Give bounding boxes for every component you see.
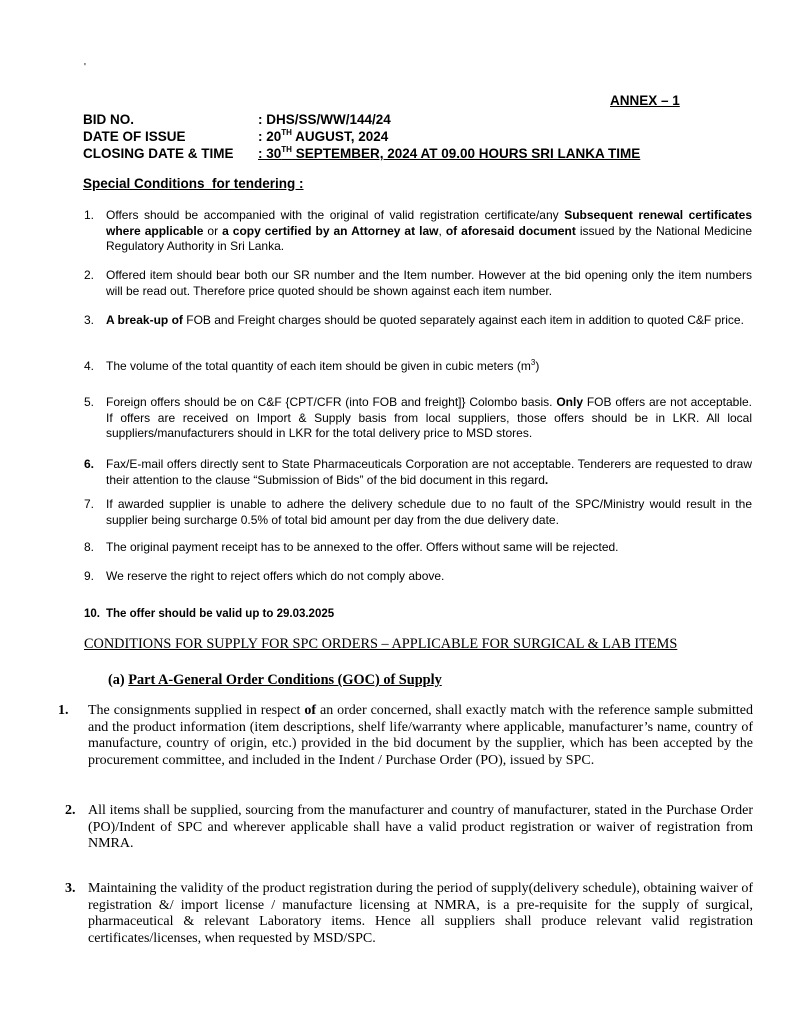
issue-date-suffix: TH (281, 128, 292, 137)
annex-label: ANNEX – 1 (610, 93, 680, 108)
text-run: or (203, 223, 223, 238)
text-run: FOB and Freight charges should be quoted separately against each item in addition to quoted C&F price. (182, 313, 744, 327)
item-number: 8. (84, 540, 95, 554)
item-text (88, 703, 753, 769)
bold-run: Subsequent renewal certificates where applicable (106, 208, 752, 238)
item-number: 1. (58, 703, 69, 718)
part-a-heading (108, 672, 442, 689)
closing-date-row (83, 146, 640, 161)
closing-date-day: : 30 (258, 146, 282, 161)
goc-item-2 (65, 803, 753, 853)
item-number: 2. (84, 268, 95, 282)
special-condition-6 (84, 457, 752, 488)
item-text: If awarded supplier is unable to adhere the delivery schedule due to no fault of the SPC/Ministry would result in the supplier being surcharge 0.5% of total bid amount per day from the due delivery date. (106, 497, 752, 527)
text-run: Offers should be accompanied with the original of valid registration certificate/any (106, 208, 565, 222)
special-condition-2 (84, 268, 752, 299)
item-number: 10. (84, 608, 100, 620)
bid-number-row (83, 112, 391, 127)
item-number: 3. (65, 881, 76, 896)
item-number: 6. (84, 457, 95, 471)
item-number: 7. (84, 497, 95, 511)
text-run: Foreign offers should be on C&F {CPT/CFR (into FOB and freight]} Colombo basis. (106, 395, 557, 409)
superscript: 3 (530, 358, 536, 367)
special-condition-3 (84, 313, 752, 329)
special-condition-10 (84, 607, 752, 623)
item-text: The original payment receipt has to be annexed to the offer. Offers without same will be rejected. (106, 540, 619, 554)
special-condition-4 (84, 359, 752, 375)
closing-date-rest: SEPTEMBER, 2024 AT 09.00 HOURS SRI LANKA TIME (291, 146, 641, 161)
item-number: 5. (84, 395, 95, 409)
text-run: issued by the National Medicine Regulatory Authority in Sri Lanka. (106, 223, 753, 253)
issue-date-label: DATE OF ISSUE (83, 129, 186, 144)
text-run: , (438, 223, 446, 238)
closing-date-suffix: TH (281, 145, 292, 154)
text-run: an order concerned, shall exactly match with the reference sample submitted and the product information (item descriptions, shelf life/warranty where applicable, manufacturer’s name, country of manufacture, country of origin, etc.) provided in the bid document by the supplier, which has been accepted by the procurement committee, and included in the Indent / Purchase Order (PO), issued by SPC. (88, 703, 754, 768)
goc-item-1 (58, 703, 753, 769)
bold-run: Only (556, 395, 584, 409)
stray-mark: ' (84, 62, 86, 73)
special-conditions-title: Special Conditions for tendering : (83, 176, 304, 191)
text-run: Fax/E-mail offers directly sent to State Pharmaceuticals Corporation are not acceptable. Tenderers are requested to draw their attention to the clause “Submission of Bids” of the bid document in this regard (106, 457, 752, 487)
special-condition-9 (84, 569, 752, 585)
item-text (106, 395, 752, 442)
closing-date-label: CLOSING DATE & TIME (83, 146, 234, 161)
item-number: 9. (84, 569, 95, 583)
bid-number-value: : DHS/SS/WW/144/24 (258, 112, 391, 127)
item-text (106, 313, 752, 329)
text-run: The consignments supplied in respect (88, 703, 305, 718)
text-run: ) (535, 359, 540, 373)
bold-run: of aforesaid document (445, 223, 576, 238)
item-text: Maintaining the validity of the product registration during the period of supply(delivery schedule), obtaining waiver of registration &/ import license / manufacture licensing at NMRA, is a pre-requisite for the supply of surgical, pharmaceutical & relevant Laboratory items. Hence all suppliers shall produce relevant valid registration certificates/licenses, when requested by MSD/SPC. (88, 881, 753, 946)
item-text (106, 457, 752, 488)
goc-item-3 (65, 881, 753, 947)
conditions-title: CONDITIONS FOR SUPPLY FOR SPC ORDERS – APPLICABLE FOR SURGICAL & LAB ITEMS (84, 636, 678, 652)
issue-date-row (83, 129, 388, 144)
item-number: 1. (84, 208, 95, 222)
bold-run: a copy certified by an Attorney at law (222, 223, 439, 238)
bold-run: . (544, 472, 549, 487)
issue-date-day: : 20 (258, 129, 282, 144)
bid-number-label: BID NO. (83, 112, 135, 127)
item-number: 3. (84, 313, 95, 327)
item-text (106, 359, 752, 375)
item-text: Offered item should bear both our SR number and the Item number. However at the bid opening only the item numbers will be read out. Therefore price quoted should be shown against each item number. (106, 268, 752, 298)
issue-date-rest: AUGUST, 2024 (291, 129, 389, 144)
special-condition-7 (84, 497, 752, 528)
text-run: FOB offers are not acceptable. If offers are received on Import & Supply basis from local suppliers, those offers should be in LKR. All local suppliers/manufacturers should in LKR for the total delivery price to MSD stores. (106, 395, 752, 440)
special-condition-8 (84, 540, 752, 556)
item-number: 4. (84, 359, 95, 373)
item-text (106, 208, 752, 255)
bold-run: of (304, 703, 317, 718)
special-condition-5 (84, 395, 752, 442)
bold-run: A break-up of (106, 313, 183, 327)
special-condition-1 (84, 208, 752, 255)
item-number: 2. (65, 803, 76, 818)
item-text: We reserve the right to reject offers which do not comply above. (106, 569, 445, 583)
item-text: The offer should be valid up to 29.03.2025 (106, 608, 335, 620)
part-a-title: Part A-General Order Conditions (GOC) of Supply (128, 672, 442, 688)
item-text: All items shall be supplied, sourcing from the manufacturer and country of manufacturer, stated in the Purchase Order (PO)/Indent of SPC and wherever applicable shall have a valid product registration or waiver of registration from NMRA. (88, 803, 753, 851)
part-a-prefix: (a) (108, 672, 129, 688)
text-run: The volume of the total quantity of each item should be given in cubic meters (m (106, 359, 531, 373)
